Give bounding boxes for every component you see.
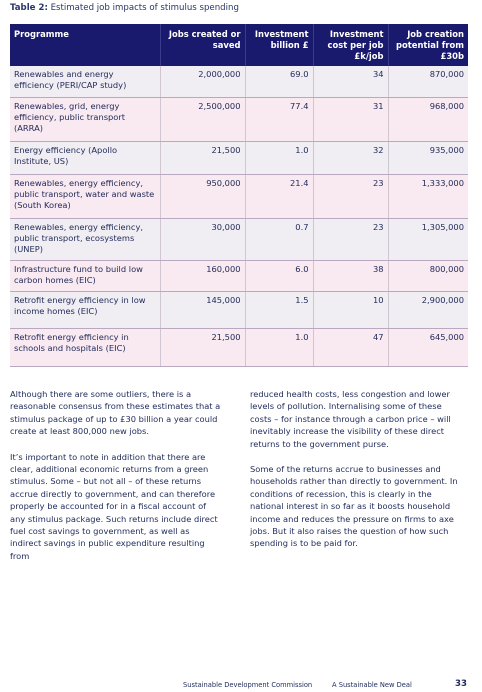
paragraph: It’s important to note in addition that there are clear, additional economic returns from a green stimulus. Some – but not all – of these returns accrue directly to government, and can therefore properly be accounted for in a fiscal account of any stimulus package. Such returns include direct fuel cost savings to government, as well as indirect savings in public expenditure resulting from xyxy=(10,451,218,561)
header-programme: Programme xyxy=(10,24,160,66)
investment-cell: 77.4 xyxy=(245,97,313,141)
table-row xyxy=(10,174,468,218)
investment-cell: 1.5 xyxy=(245,291,313,328)
potential-cell: 2,900,000 xyxy=(388,291,468,328)
jobs-cell: 2,500,000 xyxy=(160,97,245,141)
header-jobs-created: Jobs created or saved xyxy=(160,24,245,66)
paragraph: reduced health costs, less congestion and lower levels of pollution. Internalising some of these costs – for instance through a carbon price – will inevitably increase the visibility of these direct returns to the government purse. xyxy=(250,389,451,449)
programme-cell: Retrofit energy efficiency in schools and hospitals (EIC) xyxy=(10,328,160,366)
table-row xyxy=(10,328,468,366)
potential-cell: 968,000 xyxy=(388,97,468,141)
investment-cell: 6.0 xyxy=(245,260,313,291)
cost-cell: 31 xyxy=(313,97,388,141)
table-row xyxy=(10,291,468,328)
table-row xyxy=(10,66,468,97)
potential-cell: 935,000 xyxy=(388,141,468,174)
programme-cell: Renewables and energy efficiency (PERI/CAP study) xyxy=(10,66,160,97)
investment-cell: 21.4 xyxy=(245,174,313,218)
cost-cell: 23 xyxy=(313,218,388,260)
body-column-right xyxy=(250,388,462,563)
cost-cell: 10 xyxy=(313,291,388,328)
table-row xyxy=(10,141,468,174)
programme-cell: Renewables, energy efficiency, public transport, ecosystems (UNEP) xyxy=(10,218,160,260)
investment-cell: 1.0 xyxy=(245,328,313,366)
potential-cell: 870,000 xyxy=(388,66,468,97)
jobs-cell: 30,000 xyxy=(160,218,245,260)
potential-cell: 800,000 xyxy=(388,260,468,291)
header-investment: Investment billion £ xyxy=(245,24,313,66)
table-row xyxy=(10,260,468,291)
stimulus-jobs-table xyxy=(10,24,468,367)
jobs-cell: 21,500 xyxy=(160,141,245,174)
cost-cell: 38 xyxy=(313,260,388,291)
header-job-potential: Job creation potential from £30b xyxy=(388,24,468,66)
paragraph: Although there are some outliers, there is a reasonable consensus from these estimates that a stimulus package of up to £30 billion a year could create at least 800,000 new jobs. xyxy=(10,389,221,437)
programme-cell: Infrastructure fund to build low carbon homes (EIC) xyxy=(10,260,160,291)
potential-cell: 1,333,000 xyxy=(388,174,468,218)
investment-cell: 0.7 xyxy=(245,218,313,260)
table-caption xyxy=(10,3,239,13)
cost-cell: 34 xyxy=(313,66,388,97)
programme-cell: Energy efficiency (Apollo Institute, US) xyxy=(10,141,160,174)
investment-cell: 69.0 xyxy=(245,66,313,97)
footer-document-title: A Sustainable New Deal xyxy=(332,681,412,689)
jobs-cell: 21,500 xyxy=(160,328,245,366)
cost-cell: 32 xyxy=(313,141,388,174)
table-caption-title: Estimated job impacts of stimulus spending xyxy=(50,3,239,13)
programme-cell: Renewables, grid, energy efficiency, public transport (ARRA) xyxy=(10,97,160,141)
potential-cell: 645,000 xyxy=(388,328,468,366)
paragraph: Some of the returns accrue to businesses and households rather than directly to government. In conditions of recession, this is clearly in the national interest in so far as it boosts household income and reduces the pressure on firms to axe jobs. But it also raises the question of how such spending is to be paid for. xyxy=(250,464,458,549)
table-header-row xyxy=(10,24,468,66)
jobs-cell: 160,000 xyxy=(160,260,245,291)
footer-organisation: Sustainable Development Commission xyxy=(183,681,313,689)
jobs-cell: 145,000 xyxy=(160,291,245,328)
body-column-left xyxy=(10,388,222,575)
programme-cell: Renewables, energy efficiency, public transport, water and waste (South Korea) xyxy=(10,174,160,218)
jobs-cell: 2,000,000 xyxy=(160,66,245,97)
potential-cell: 1,305,000 xyxy=(388,218,468,260)
table-row xyxy=(10,218,468,260)
table-caption-label: Table 2: xyxy=(10,3,48,13)
table-row xyxy=(10,97,468,141)
programme-cell: Retrofit energy efficiency in low income homes (EIC) xyxy=(10,291,160,328)
jobs-cell: 950,000 xyxy=(160,174,245,218)
cost-cell: 23 xyxy=(313,174,388,218)
investment-cell: 1.0 xyxy=(245,141,313,174)
header-cost-per-job: Investment cost per job £k/job xyxy=(313,24,388,66)
cost-cell: 47 xyxy=(313,328,388,366)
page-number: 33 xyxy=(455,679,467,689)
